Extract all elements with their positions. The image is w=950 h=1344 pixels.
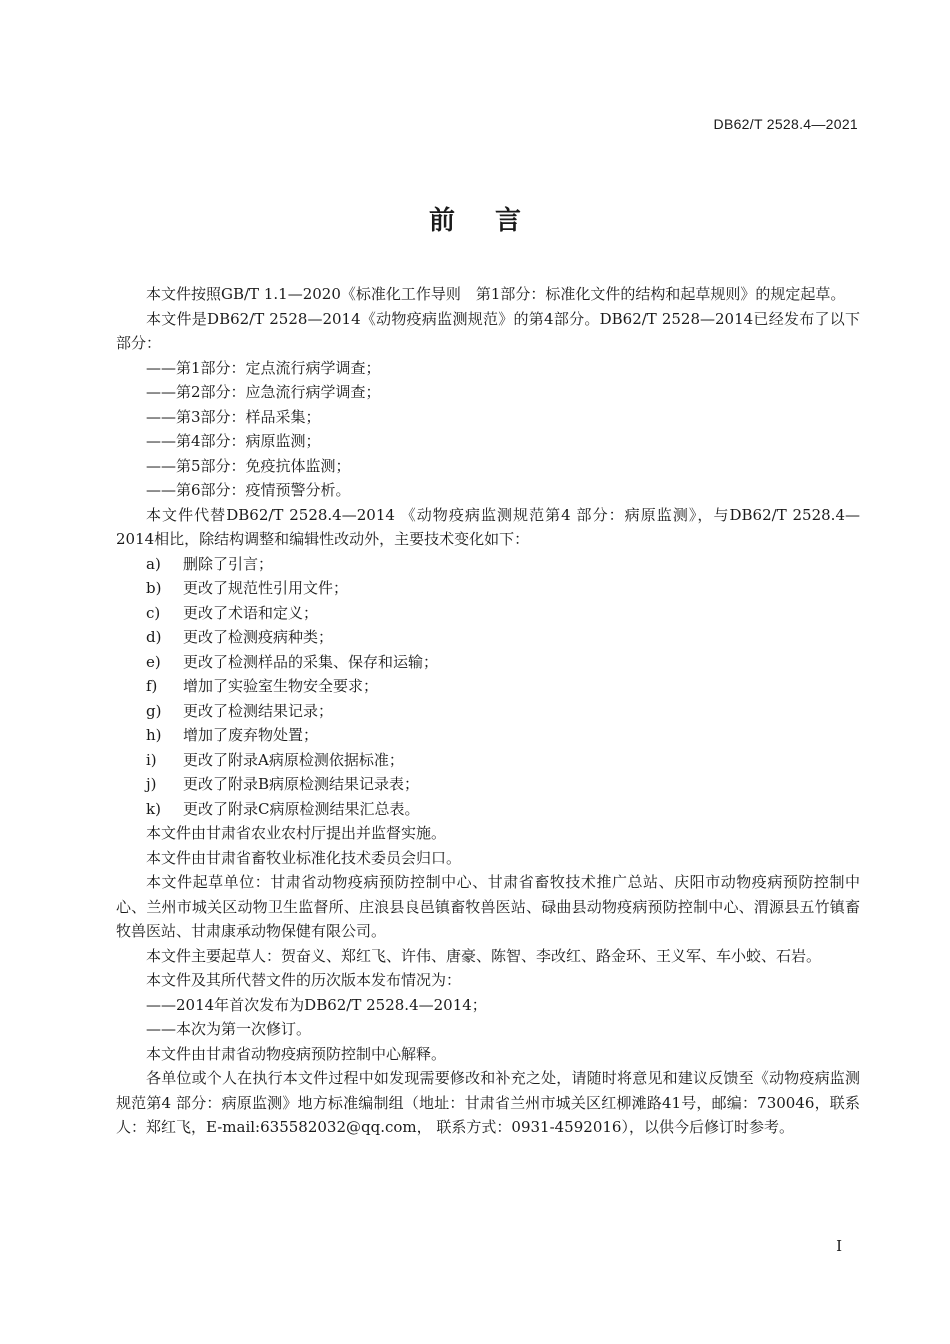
part-item: ——第6部分：疫情预警分析。 — [146, 481, 351, 499]
change-label: e) — [146, 652, 161, 671]
document-code: DB62/T 2528.4—2021 — [713, 116, 858, 132]
change-item — [116, 576, 860, 601]
part-item: ——第4部分：病原监测； — [146, 432, 321, 450]
change-label: h) — [146, 726, 162, 744]
paragraph-committee: 本文件由甘肃省畜牧业标准化技术委员会归口。 — [146, 848, 462, 867]
change-label: i) — [146, 750, 157, 769]
change-label: j) — [146, 775, 157, 793]
paragraph-feedback: 各单位或个人在执行本文件过程中如发现需要修改和补充之处，请随时将意见和建议反馈至《动物疫病监测规范第4 部分：病原监测》地方标准编制组（地址：甘肃省兰州市城关区红柳滩路41号，邮编：730046，联系人：郑红飞，E-mail:635582032@qq.com， 联系方式：0931-4592016），以供今后修订时参考。 — [116, 1069, 860, 1136]
change-item — [116, 601, 860, 626]
paragraph-drafting-units: 本文件起草单位：甘肃省动物疫病预防控制中心、甘肃省畜牧技术推广总站、庆阳市动物疫病预防控制中心、兰州市城关区动物卫生监督所、庄浪县良邑镇畜牧兽医站、碌曲县动物疫病预防控制中心、渭源县五竹镇畜牧兽医站、甘肃康承动物保健有限公司。 — [116, 873, 860, 940]
change-item — [116, 723, 860, 748]
change-item — [116, 552, 860, 577]
change-text: 更改了附录B病原检测结果记录表； — [183, 775, 420, 793]
history-item: ——2014年首次发布为DB62/T 2528.4—2014； — [146, 995, 487, 1014]
change-label: k) — [146, 799, 161, 818]
foreword-body — [116, 282, 860, 1140]
part-item: ——第2部分：应急流行病学调查； — [146, 383, 381, 401]
paragraph-proposer: 本文件由甘肃省农业农村厅提出并监督实施。 — [146, 824, 447, 842]
change-text: 删除了引言； — [183, 554, 274, 573]
page-number: I — [836, 1237, 842, 1255]
paragraph-series-parts: 本文件是DB62/T 2528—2014《动物疫病监测规范》的第4部分。DB62/T 2528—2014已经发布了以下部分： — [116, 309, 860, 352]
change-item — [116, 674, 860, 699]
change-item — [116, 625, 860, 650]
change-label: c) — [146, 603, 161, 622]
change-label: b) — [146, 579, 162, 597]
history-item: ——本次为第一次修订。 — [146, 1020, 312, 1038]
paragraph-replacement: 本文件代替DB62/T 2528.4—2014 《动物疫病监测规范第4 部分：病原监测》，与DB62/T 2528.4—2014相比，除结构调整和编辑性改动外，主要技术变化如下： — [116, 505, 860, 548]
change-label: a) — [146, 554, 161, 573]
change-text: 更改了附录A病原检测依据标准； — [183, 750, 404, 769]
change-text: 更改了附录C病原检测结果汇总表。 — [183, 799, 420, 818]
change-item — [116, 699, 860, 724]
paragraph-interpretation: 本文件由甘肃省动物疫病预防控制中心解释。 — [146, 1044, 447, 1063]
paragraph-drafting-rules: 本文件按照GB/T 1.1—2020《标准化工作导则 第1部分：标准化文件的结构和起草规则》的规定起草。 — [146, 285, 846, 303]
change-item — [116, 797, 860, 822]
page-title: 前言 — [428, 206, 561, 236]
change-text: 更改了规范性引用文件； — [183, 579, 349, 597]
change-item — [116, 772, 860, 797]
change-text: 更改了检测样品的采集、保存和运输； — [183, 652, 439, 671]
change-text: 更改了术语和定义； — [183, 603, 319, 622]
part-item: ——第3部分：样品采集； — [146, 407, 321, 426]
part-item: ——第1部分：定点流行病学调查； — [146, 358, 381, 377]
change-text: 增加了实验室生物安全要求； — [183, 677, 379, 695]
paragraph-history-intro: 本文件及其所代替文件的历次版本发布情况为： — [146, 971, 462, 989]
change-label: d) — [146, 628, 162, 646]
change-text: 更改了检测疫病种类； — [183, 628, 334, 646]
paragraph-drafters: 本文件主要起草人：贺奋义、郑红飞、许伟、唐豪、陈智、李改红、路金环、王义军、车小蛟、石岩。 — [146, 946, 822, 965]
change-item — [116, 650, 860, 675]
change-item — [116, 748, 860, 773]
change-label: g) — [146, 701, 162, 720]
change-text: 增加了废弃物处置； — [183, 726, 319, 744]
change-text: 更改了检测结果记录； — [183, 701, 334, 720]
part-item: ——第5部分：免疫抗体监测； — [146, 456, 351, 475]
change-label: f) — [146, 677, 158, 695]
